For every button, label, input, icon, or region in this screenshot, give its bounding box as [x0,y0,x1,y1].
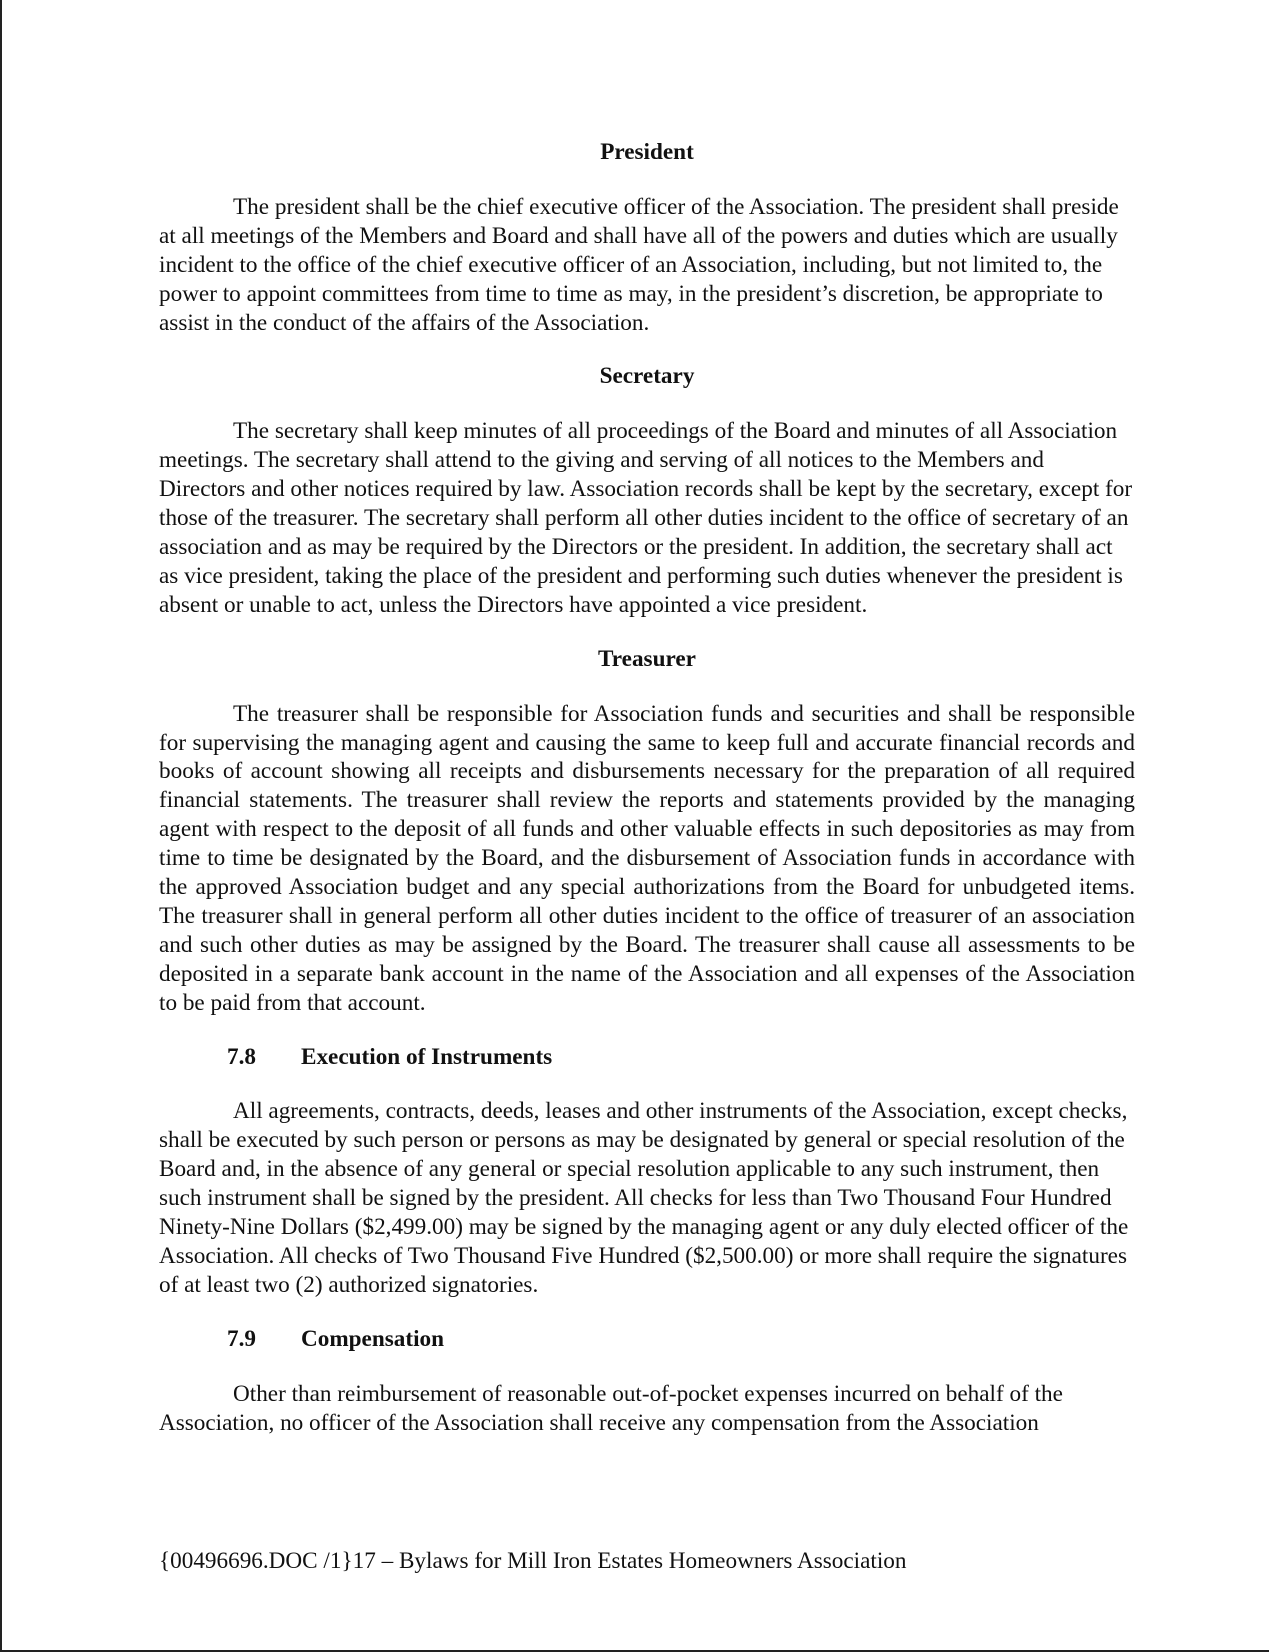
section-title-compensation: Compensation [301,1325,445,1352]
heading-treasurer: Treasurer [598,645,696,672]
section-heading-compensation [159,1325,1135,1354]
document-body [159,138,1135,1438]
section-title-execution: Execution of Instruments [301,1043,553,1070]
paragraph-compensation: Other than reimbursement of reasonable out-of-pocket expenses incurred on behalf of the Association, no officer of the Association shall receive any compensation from the Association [159,1380,1063,1436]
section-heading-execution [159,1043,1135,1072]
heading-president: President [600,139,694,165]
section-number-execution: 7.8 [227,1043,256,1070]
paragraph-execution: All agreements, contracts, deeds, leases and other instruments of the Association, except checks, shall be executed by such person or persons as may be designated by general or special resolution of the Board and, in the absence of any general or special resolution applicable to any such instrument, then such instrument shall be signed by the president. All checks for less than Two Thousand Four Hundred Ninety-Nine Dollars ($2,499.00) may be signed by the managing agent or any duly elected officer of the Association. All checks of Two Thousand Five Hundred ($2,500.00) or more shall require the signatures of at least two (2) authorized signatories. [159,1098,1129,1298]
paragraph-treasurer: The treasurer shall be responsible for Association funds and securities and shall be responsible for supervising the managing agent and causing the same to keep full and accurate financial records and books of account showing all receipts and disbursements necessary for the preparation of all required financial statements. The treasurer shall review the reports and statements provided by the managing agent with respect to the deposit of all funds and other valuable effects in such depositories as may from time to time be designated by the Board, and the disbursement of Association funds in accordance with the approved Association budget and any special authorizations from the Board for unbudgeted items. The treasurer shall in general perform all other duties incident to the office of treasurer of an association and such other duties as may be assigned by the Board. The treasurer shall cause all assessments to be deposited in a separate bank account in the name of the Association and all expenses of the Association to be paid from that account. [159,700,1135,1016]
page-footer: {00496696.DOC /1}17 – Bylaws for Mill Iron Estates Homeowners Association [159,1548,907,1574]
paragraph-president: The president shall be the chief executive officer of the Association. The president shall preside at all meetings of the Members and Board and shall have all of the powers and duties which are usually incident to the office of the chief executive officer of an Association, including, but not limited to, the power to appoint committees from time to time as may, in the president’s discretion, be appropriate to assist in the conduct of the affairs of the Association. [159,193,1119,336]
heading-secretary: Secretary [599,363,695,390]
paragraph-secretary: The secretary shall keep minutes of all proceedings of the Board and minutes of all Association meetings. The secretary shall attend to the giving and serving of all notices to the Members and Directors and other notices required by law. Association records shall be kept by the secretary, except for those of the treasurer. The secretary shall perform all other duties incident to the office of secretary of an association and as may be required by the Directors or the president. In addition, the secretary shall act as vice president, taking the place of the president and performing such duties whenever the president is absent or unable to act, unless the Directors have appointed a vice president. [159,418,1133,618]
section-number-compensation: 7.9 [227,1325,256,1352]
